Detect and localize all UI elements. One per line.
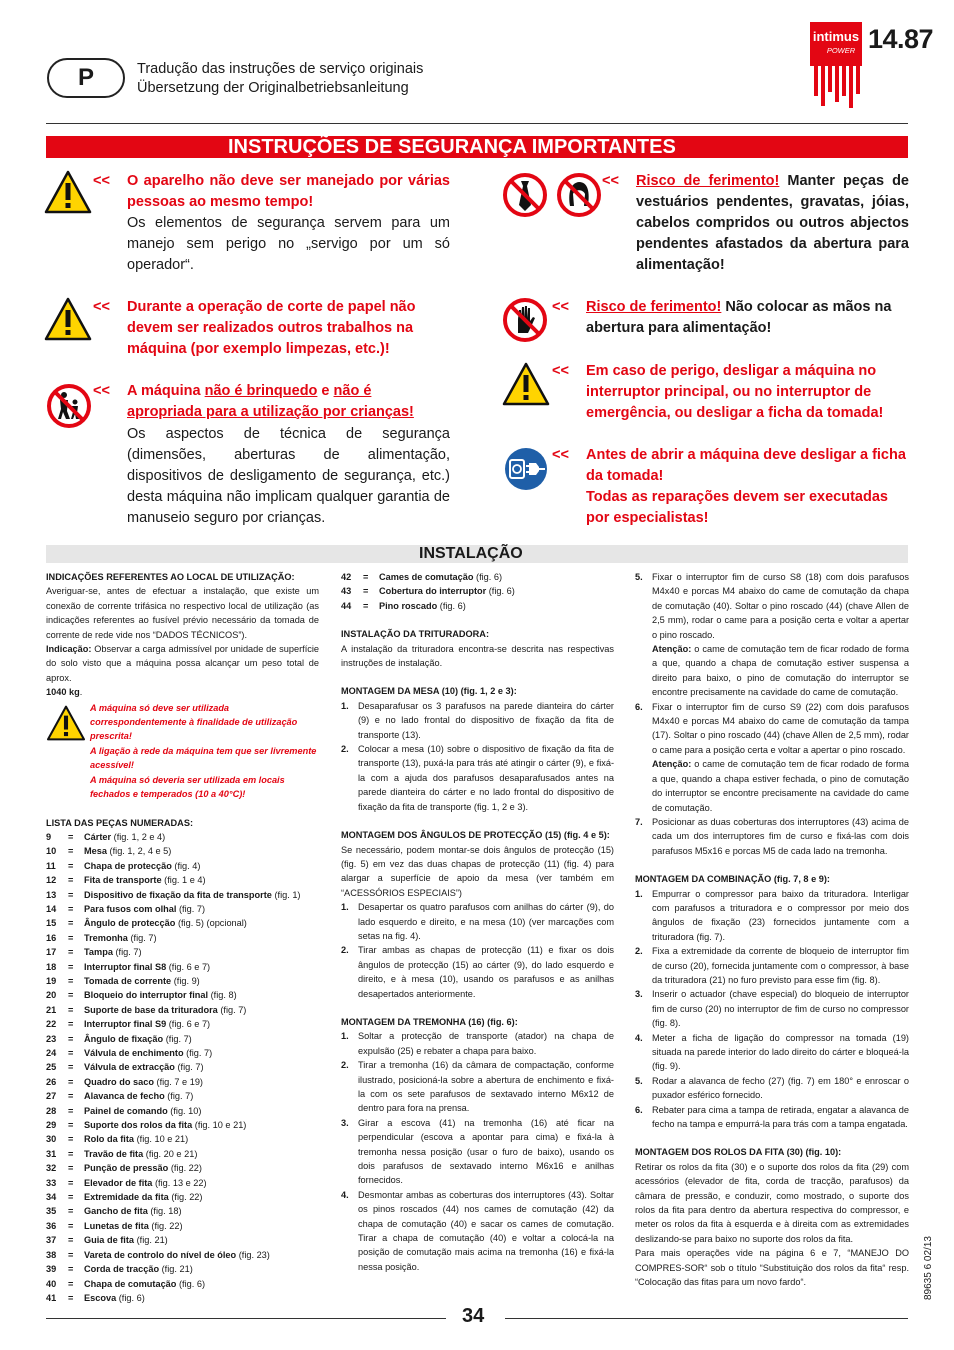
installation-heading: INSTALAÇÃO (46, 545, 908, 563)
column-2 (341, 570, 614, 1274)
step-item: 3. Inserir o actuador (chave especial) do bloqueio de interruptor fim de curso (20) no interruptor de fim de curso no compressor (fig. 8). (635, 989, 909, 1029)
header-rule (46, 123, 908, 124)
part-item: 34 = Extremidade da fita (fig. 22) (46, 1192, 203, 1203)
no-long-hair-icon (556, 172, 602, 218)
warning-4 (602, 171, 909, 276)
header-line-1: Tradução das instruções de serviço originais (137, 61, 424, 77)
footer-rule-left (46, 1318, 446, 1319)
hopper-heading: MONTAGEM DA TREMONHA (16) (fig. 6): (341, 1016, 518, 1027)
step-5: 5. Fixar o interruptor fim de curso S8 (18) com dois parafusos M4x40 e porcas M4 abaixo do came de comutação da chapa de comutação (40). Soltar o pino roscado (44) (chave Allen de 2,5 mm), rodar o came para a posição certa e voltar a apertar o pino roscado. (635, 572, 909, 640)
part-item: 21 = Suporte de base da trituradora (fig. 7) (46, 1004, 247, 1015)
step-item: 4. Desmontar ambas as coberturas dos interruptores (43). Soltar os pinos roscados (44) nos cames de comutação (42) da chapa de comutação (40) e sacar os cames de comutação. Tirar a chapa de comutação (40) e voltar a colocá-la na posição de comutação mais acima na tremonha (16) e fixá-la nessa posição. (341, 1189, 614, 1272)
step-item: 5. Rodar a alavanca de fecho (27) (fig. 7) em 180° e enroscar o puxador esférico fornecido. (635, 1075, 909, 1101)
step-item: 3. Girar a escova (41) na tremonha (16) até ficar na perpendicular (escova a apontar para cima) e fixá-la à tremonha nessa posição (usar o furo de baixo), usando os dois parafusos de sextavado interno M6x16 e anilhas fornecidos. (341, 1117, 614, 1186)
part-item: 29 = Suporte dos rolos da fita (fig. 10 e 21) (46, 1120, 247, 1131)
logo-subtext: POWER (826, 46, 856, 55)
part-item: 14 = Para fusos com olhal (fig. 7) (46, 903, 206, 914)
part-item: 23 = Ângulo de fixação (fig. 7) (46, 1033, 192, 1044)
table-heading: MONTAGEM DA MESA (10) (fig. 1, 2 e 3): (341, 686, 517, 697)
injury-risk-label: Risco de ferimento! (636, 173, 780, 189)
part-item: 33 = Elevador de fita (fig. 13 e 22) (46, 1177, 207, 1188)
part-item: 41 = Escova (fig. 6) (46, 1292, 145, 1303)
weight-value: 1040 kg (46, 687, 80, 698)
part-item: 12 = Fita de transporte (fig. 1 e 4) (46, 875, 206, 886)
part-item: 10 = Mesa (fig. 1, 2, 4 e 5) (46, 846, 172, 857)
part-item: 24 = Válvula de enchimento (fig. 7) (46, 1048, 213, 1058)
parts-heading: LISTA DAS PEÇAS NUMERADAS: (46, 817, 194, 828)
model-number: 14.87 (868, 24, 934, 54)
part-item: 31 = Travão de fita (fig. 20 e 21) (46, 1148, 198, 1159)
step-7: 7. Posicionar as duas coberturas dos interruptores (43) acima de cada um dos interruptores fim de curso e fixá-las com dois parafusos M5x16 e porcas M5 de cada lado na tremonha. (635, 816, 909, 856)
unplug-icon (503, 446, 549, 492)
part-item: 17 = Tampa (fig. 7) (46, 947, 142, 958)
warning-chevron: << (552, 447, 569, 463)
part-item: 43 = Cobertura do interruptor (fig. 6) (341, 586, 515, 597)
location-text: Averiguar-se, antes de efectuar a instalação, que existe um conexão de corrente trifásica no respectivo local de utilização (as indicações referentes ao fusível prévio necessário da tomada de corrente de rede vide nos “DADOS TÉCNICOS”). (46, 586, 319, 640)
part-item: 27 = Alavanca de fecho (fig. 7) (46, 1091, 194, 1102)
warning-triangle-icon (44, 170, 92, 214)
no-hands-icon (502, 297, 548, 343)
step-item: 2. Colocar a mesa (10) sobre o dispositivo de fixação da fita de transporte (13), puxá-la para trás até atingir o cárter (9), e fixá-la com a ajuda dos parafusos desaparafusados antes na parede dianteira do cárter e no lado frontal do dispositivo de fixação da fita de transporte (fig. 1, 2 e 3). (341, 744, 614, 812)
usage-warning-1: A máquina só deve ser utilizada correspondentemente à finalidade de utilização prescrita! (90, 702, 298, 742)
part-item: 9 = Cárter (fig. 1, 2 e 4) (46, 831, 166, 842)
warning-5 (552, 297, 909, 339)
rolls-heading: MONTAGEM DOS ROLOS DA FITA (30) (fig. 10): (635, 1147, 842, 1158)
w3-part-d: não é apropriada para a utilização por (127, 383, 372, 420)
shredder-heading: INSTALAÇÃO DA TRITURADORA: (341, 629, 490, 640)
warning-6 (552, 361, 909, 424)
document-code: 89635 6 02/13 (923, 1236, 934, 1300)
part-item: 19 = Tomada de corrente (fig. 9) (46, 975, 200, 986)
safety-banner: INSTRUÇÕES DE SEGURANÇA IMPORTANTES (46, 136, 908, 158)
indication-text: Observar a carga admissível por unidade de superfície do solo visto que a máquina possa alcançar um peso total de aprox. (46, 644, 319, 683)
step-item: 6. Rebater para cima a tampa de retirada, engatar a alavanca de fecho na tampa e empurrá-la para trás com a tampa engatada. (635, 1104, 909, 1130)
w3-part-b: não é brinquedo (204, 383, 318, 399)
part-item: 15 = Ângulo de protecção (fig. 5) (opcional) (46, 918, 247, 929)
intimus-logo (810, 22, 862, 108)
warning-7a: Antes de abrir a máquina deve desligar a ficha da tomada! (586, 447, 906, 484)
part-item: 25 = Válvula de extracção (fig. 7) (46, 1062, 204, 1073)
rolls-text: Retirar os rolos da fita (30) e o suporte dos rolos da fita (29) com acessórios (elevador de fita, corda de tracção, parafusos) da câmara de pressão, e conduzir, como mostrado, o suporte dos rolos da fita para dentro da abertura respectiva do compressor, e meter os rolos da fita à esquerda e à direita com as extremidades deslizando-se para baixo no suporte dos rolos da fita. (635, 1161, 909, 1244)
no-tie-icon (502, 172, 548, 218)
indication-label: Indicação: (46, 644, 92, 655)
logo-text: intimus (812, 29, 860, 44)
part-item: 22 = Interruptor final S9 (fig. 6 e 7) (46, 1019, 211, 1030)
warning-1-text: Os elementos de segurança servem para um manejo sem perigo no „servigo por um só operador“. (127, 215, 450, 273)
combination-heading: MONTAGEM DA COMBINAÇÃO (fig. 7, 8 e 9): (635, 874, 830, 885)
part-item: 30 = Rolo da fita (fig. 10 e 21) (46, 1134, 189, 1145)
angles-steps (341, 900, 614, 1001)
part-item: 40 = Chapa de comutação (fig. 6) (46, 1278, 206, 1289)
warning-chevron: << (552, 363, 569, 379)
warning-triangle-icon (502, 362, 550, 406)
part-item: 20 = Bloqueio do interruptor final (fig. 8) (46, 990, 237, 1001)
column-1: INDICAÇÕES REFERENTES AO LOCAL DE UTILIZAÇÃO: Averiguar-se, antes de efectuar a instalação, que existe um conexão de corrente trifásica no respectivo local de utilização (as indicações referentes ao fusível prévio necessário da tomada de corrente de rede vide nos “DADOS TÉCNICOS”). Indicação: Observar a carga admissível por unidade de superfície do solo visto que a máquina possa alcançar um peso total de aprox. 1040 kg. A máquina só deve ser utilizada correspondentemente à finalidade de utilização prescrita! A ligação à rede da máquina tem que ser livremente acessível! A máquina só deveria ser utilizada em locais fechados e temperados (10 a 40°C)! LISTA DAS PEÇAS NUMERADAS: 9 = Cárter (fig. 1, 2 e 4) 10 = Mesa (fig. 1, 2, 4 e 5) 11 = Chapa de protecção (fig. 4) 12 = Fita de transporte (fig. 1 e 4) 13 = Dispositivo de fixação da fita de transporte (fig. 1) 14 = Para fusos com olhal (fig. 7) 15 = Ângulo de protecção (fig. 5) (opcional) 16 = Tremonha (fig. 7) 17 = Tampa (fig. 7) 18 = Interruptor final S8 (fig. 6 e 7) 19 = Tomada de corrente (fig. 9) 20 = Bloqueio do interruptor final (fig. 8) 21 = Suporte de base da trituradora (fig. 7) 22 = Interruptor final S9 (fig. 6 e 7) 23 = Ângulo de fixação (fig. 7) 24 = Válvula de enchimento (fig. 7) 25 = Válvula de extracção (fig. 7) 26 = Quadro do saco (fig. 7 e 19) 27 = Alavanca de fecho (fig. 7) 28 = Painel de comando (fig. 10) 29 = Suporte dos rolos da fita (fig. 10 e 21) 30 = Rolo da fita (fig. 10 e 21) 31 = Travão de fita (fig. 20 e 21) 32 = Punção de pressão (fig. 22) 33 = Elevador de fita (fig. 13 e 22) 34 = Extremidade da fita (fig. 22) 35 = Gancho de fita (fig. 18) 36 = Lunetas de fita (fig. 22) 37 = Guia de fita (fig. 21) 38 = Vareta de controlo do nível de óleo (fig. 23) 39 = Corda de tracção (fig. 21) 40 = Chapa de comutação (fig. 6) 41 = Escova (fig. 6) (46, 570, 319, 1305)
location-heading: INDICAÇÕES REFERENTES AO LOCAL DE UTILIZAÇÃO: (46, 572, 295, 582)
w3-part-c: e (317, 383, 334, 399)
usage-warning-2: A ligação à rede da máquina tem que ser livremente acessível! (90, 745, 317, 771)
warning-chevron: << (93, 383, 110, 399)
footer-rule-right (505, 1318, 908, 1319)
part-item: 42 = Cames de comutação (fig. 6) (341, 572, 503, 582)
step-5-attention: Atenção: o came de comutação tem de ficar rodado de forma a que, quando a chapa de comutação estiver suspensa a direito para baixo, o pino de comutação do interruptor se encontre precisamente na cavidade do came de comutação. (652, 644, 909, 698)
column-3 (635, 570, 909, 1290)
warning-chevron: << (93, 299, 110, 315)
part-item: 28 = Painel de comando (fig. 10) (46, 1105, 202, 1116)
step-item: 1. Desapertar os quatro parafusos com anilhas do cárter (9), do lado esquerdo e direito, e na mesa (10) (ver marcações com setas na fig. 4). (341, 902, 614, 941)
warning-chevron: << (602, 173, 619, 189)
warning-chevron: << (93, 173, 110, 189)
no-children-icon (46, 383, 92, 429)
step-item: 4. Meter a ficha de ligação do compressor na tomada (19) situada na parede interior do lado direito do cárter e bloqueá-la (fig. 9). (635, 1032, 909, 1072)
warning-triangle-icon (46, 705, 86, 741)
warning-5-text: Não colocar as mãos na abertura para alimentação! (586, 299, 892, 336)
step-item: 2. Tirar ambas as chapas de protecção (11) e fixar os dois ângulos de protecção (15) ao cárter (9), do lado esquerdo e direito, e à mesa (10), usando os parafusos e as anilhas desapertados anteriormente. (341, 945, 614, 999)
usage-warning-3: A máquina só deveria ser utilizada em locais fechados e temperados (10 a 40°C)! (90, 774, 285, 800)
step-6: 6. Fixar o interruptor fim de curso S9 (22) com dois parafusos M4x40 e porcas M4 abaixo do came de comutação da tampa (17). Soltar o pino roscado (44) (chave Allen de 2,5 mm), rodar o came para a posição certa e voltar a apertar o pino roscado. (635, 701, 909, 755)
warning-1-bold: O aparelho não deve ser manejado por várias pessoas ao mesmo tempo! (127, 173, 450, 210)
part-item: 13 = Dispositivo de fixação da fita de transporte (fig. 1) (46, 889, 301, 900)
part-item: 16 = Tremonha (fig. 7) (46, 932, 157, 943)
step-item: 1. Soltar a protecção de transporte (atador) na chapa de expulsão (25) e rebater a chapa para baixo. (341, 1031, 614, 1056)
combination-steps (635, 887, 909, 1132)
warning-1 (93, 171, 450, 276)
step-6-attention: Atenção: o came de comutação tem de ficar rodado de forma a que, quando a chapa estiver fechada, o pino de comutação do interruptor se encontre precisamente na cavidade do came de comutação. (652, 759, 909, 813)
part-item: 37 = Guia de fita (fig. 21) (46, 1235, 168, 1246)
warning-triangle-icon (44, 297, 92, 341)
step-item: 2. Tirar a tremonha (16) da câmara de compactação, conforme ilustrado, posicioná-la sobre a abertura de enchimento e fixá-la com os sete parafusos de sextavado interno M6x12 de dentro para fora na prensa. (341, 1060, 614, 1114)
part-item: 44 = Pino roscado (fig. 6) (341, 600, 466, 611)
parts-list-continued (341, 570, 614, 613)
step-item: 1. Empurrar o compressor para baixo da trituradora. Interligar com parafusos a trituradora e o compressor por meio dos ângulos de fixação (23) fornecidos juntamente com a trituradora (fig. 7). (635, 888, 909, 942)
injury-risk-label: Risco de ferimento! (586, 299, 722, 315)
header-line-2: Übersetzung der Originalbetriebsanleitung (137, 80, 409, 96)
part-item: 26 = Quadro do saco (fig. 7 e 19) (46, 1076, 203, 1087)
part-item: 39 = Corda de tracção (fig. 21) (46, 1264, 193, 1275)
part-item: 11 = Chapa de protecção (fig. 4) (46, 860, 201, 871)
w3-part-e: crianças! (350, 404, 414, 420)
hopper-steps (341, 1029, 614, 1274)
part-item: 38 = Vareta de controlo do nível de óleo (fig. 23) (46, 1249, 270, 1260)
angles-heading: MONTAGEM DOS ÂNGULOS DE PROTECÇÃO (15) (fig. 4 e 5): (341, 830, 610, 841)
warning-2 (93, 297, 450, 360)
shredder-text: A instalação da trituradora encontra-se descrita nas respectivas instruções de instalação. (341, 643, 614, 669)
w3-part-a: A máquina (127, 383, 205, 399)
part-item: 36 = Lunetas de fita (fig. 22) (46, 1220, 183, 1231)
warning-2-bold: Durante a operação de corte de papel não devem ser realizados outros trabalhos na máquina (por exemplo limpezas, etc.)! (127, 299, 416, 357)
part-item: 32 = Punção de pressão (fig. 22) (46, 1163, 202, 1174)
part-item: 18 = Interruptor final S8 (fig. 6 e 7) (46, 961, 211, 972)
angles-text: Se necessário, podem montar-se dois ângulos de protecção (15) (fig. 5) em vez das duas chapas de protecção (11) (fig. 4) para alargar a superfície de apoio da mesa (ver também em “ACESSÓRIOS ESPECIAIS”) (341, 844, 614, 898)
step-item: 1. Desaparafusar os 3 parafusos na parede dianteira do cárter (9) e no lado frontal do dispositivo de fixação da fita de transporte (13). (341, 700, 614, 740)
warning-chevron: << (552, 299, 569, 315)
step-item: 2. Fixa a extremidade da corrente de bloqueio de interruptor fim de curso (20), fornecida juntamente com o compressor, à base da trituradora (21) no furo previsto para esse fim (fig. 8). (635, 946, 909, 985)
warning-4-text: Manter peças de vestuários pendentes, gravatas, jóias, cabelos compridos ou outros abjectos pendentes afastados da abertura para alimentação! (636, 173, 909, 273)
part-item: 35 = Gancho de fita (fig. 18) (46, 1206, 182, 1217)
rolls-more-text: Para mais operações vide na página 6 e 7, “MANEJO DO COMPRES-SOR“ sob o título “Substituição dos rolos da fita“ resp. “Colocação das fitas para um novo fardo“. (635, 1248, 909, 1288)
warning-3 (93, 381, 450, 529)
parts-list (46, 830, 319, 1305)
table-steps (341, 699, 614, 814)
page-number: 34 (462, 1305, 485, 1327)
warning-3-text: Os aspectos de técnica de segurança (dimensões, aberturas de alimentação, dispositivos de desligamento de segurança, etc.) desta máquina não implicam qualquer garantia de manuseio seguro por crianças. (127, 426, 450, 526)
warning-7 (552, 445, 909, 529)
language-badge: P (47, 58, 125, 98)
warning-6-bold: Em caso de perigo, desligar a máquina no interruptor principal, ou no interruptor de emergência, ou desligar a ficha da tomada! (586, 363, 884, 421)
warning-7b: Todas as reparações devem ser executadas por especialistas! (586, 489, 888, 526)
